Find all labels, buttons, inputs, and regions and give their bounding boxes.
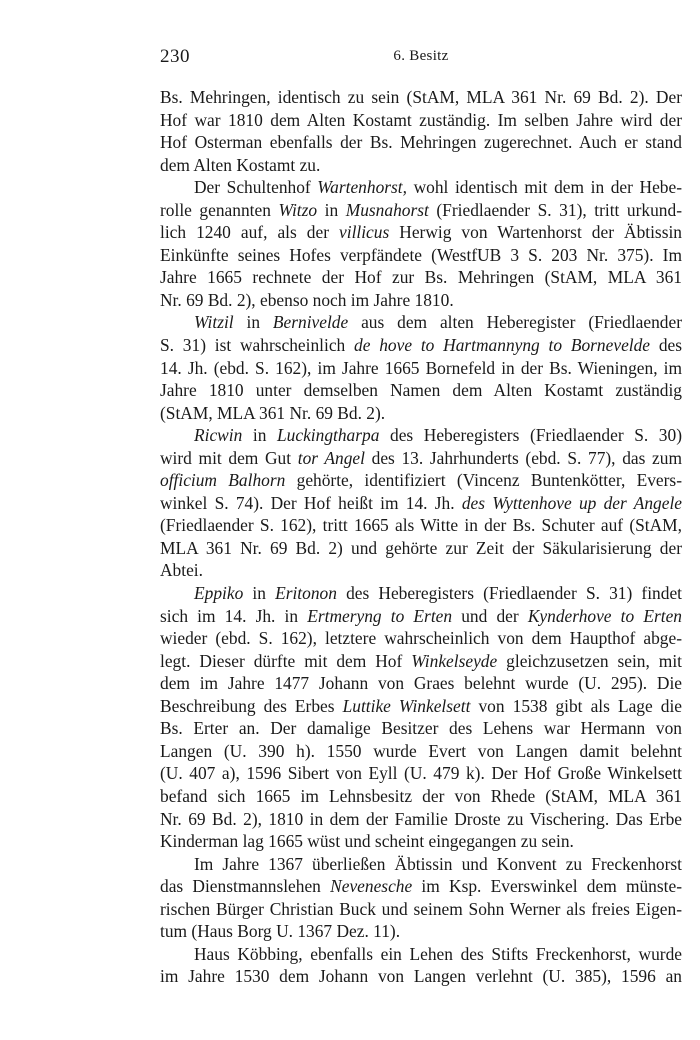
text-line [160,199,682,222]
text-run: winkel S. 74). Der Hof heißt im 14. Jh. [160,492,462,513]
text-run: S. 31) ist wahrscheinlich [160,335,355,356]
text-run: Beschreibung des Erbes [160,695,343,716]
paragraph [160,176,682,311]
text-line [160,154,682,177]
text-run: sich im 14. Jh. in [160,605,308,626]
text-run: dem Alten Kostamt zu. [160,154,321,175]
italic-term: des Wyttenhove up der Angele [461,492,682,513]
text-line [160,920,682,943]
italic-term: officium Balhorn [160,470,286,491]
text-line [160,853,682,876]
italic-term: villicus [339,222,390,243]
italic-term: Bernivelde [272,312,349,333]
text-run: aus dem alten Heberegister (Friedlaender [348,312,682,333]
text-run: Abtei. [160,560,203,581]
text-line [160,244,682,267]
text-line [160,559,682,582]
italic-term: Kynderhove to Erten [527,605,682,626]
text-line [160,221,682,244]
text-run: von 1538 gibt als Lage die [470,695,683,716]
text-line [160,898,682,921]
paragraph [160,86,682,176]
text-line [160,965,682,988]
text-run: legt. Dieser dürfte mit dem Hof [160,650,412,671]
italic-term: Nevenesche [330,876,413,897]
italic-term: Wartenhorst, [317,177,407,198]
text-line [160,379,682,402]
text-line [160,537,682,560]
text-run: des Heberegisters (Friedlaender S. 31) findet [336,583,682,604]
text-line [160,717,682,740]
text-run: MLA 361 Nr. 69 Bd. 2) und gehörte zur Zeit der Säkularisierung der [160,537,682,558]
text-run: (Friedlaender S. 162), tritt 1665 als Witte in der Bs. Schuter auf (StAM, [160,515,682,536]
text-line [160,266,682,289]
text-line [160,650,682,673]
text-run: Haus Köbbing, ebenfalls ein Lehen des Stifts Freckenhorst, wurde [194,943,682,964]
paragraph [160,582,682,853]
text-run: Bs. Mehringen, identisch zu sein (StAM, MLA 361 Nr. 69 Bd. 2). Der [160,87,682,107]
running-head: 6. Besitz [393,48,449,64]
text-line [160,762,682,785]
italic-term: Eppiko [194,583,244,604]
text-run: und der [452,605,528,626]
text-line [160,672,682,695]
text-run: Jahre 1665 rechnete der Hof zur Bs. Mehringen (StAM, MLA 361 [160,267,682,288]
text-line [160,740,682,763]
text-run: Herwig von Wartenhorst der Äbtissin [389,222,682,243]
text-line [160,830,682,853]
page-number: 230 [160,46,190,67]
text-run: Im Jahre 1367 überließen Äbtissin und Konvent zu Freckenhorst [194,853,682,874]
text-run: Der Schultenhof [194,177,318,198]
text-run: Hof war 1810 dem Alten Kostamt zuständig. Im selben Jahre wird der [160,109,682,130]
text-run: dem im Jahre 1477 Johann von Graes belehnt wurde (U. 295). Die [160,673,682,694]
paragraph [160,311,682,424]
body-text [160,86,682,988]
text-run: rolle genannten [160,199,279,220]
text-run: tum (Haus Borg U. 1367 Dez. 11). [160,921,401,942]
text-line [160,785,682,808]
text-run: Nr. 69 Bd. 2), 1810 in dem der Familie Droste zu Vischering. Das Erbe [160,808,682,829]
text-run: gehörte, identifiziert (Vincenz Buntenkötter, Evers- [285,470,682,491]
text-line [160,311,682,334]
text-run: im Ksp. Everswinkel dem münste- [412,876,682,897]
text-line [160,469,682,492]
text-line [160,357,682,380]
paragraph [160,943,682,988]
italic-term: Witzil [194,312,234,333]
text-run: Langen (U. 390 h). 1550 wurde Evert von Langen damit belehnt [160,740,682,761]
text-run: wieder (ebd. S. 162), letztere wahrscheinlich von dem Haupthof abge- [160,628,682,649]
text-run: Nr. 69 Bd. 2), ebenso noch im Jahre 1810. [160,289,454,310]
text-line [160,289,682,312]
text-line [160,605,682,628]
text-line [160,808,682,831]
text-run: Kinderman lag 1665 wüst und scheint eingegangen zu sein. [160,831,574,852]
text-run: Bs. Erter an. Der damalige Besitzer des Lehens war Hermann von [160,718,682,739]
text-line [160,447,682,470]
paragraph [160,853,682,943]
text-run: gleichzusetzen sein, mit [497,650,682,671]
italic-term: de hove to Hartmannyng to Bornevelde [354,335,651,356]
text-run: in [233,312,273,333]
text-run: (StAM, MLA 361 Nr. 69 Bd. 2). [160,402,386,423]
italic-term: tor Angel [297,447,365,468]
text-run: in [317,199,346,220]
text-run: das Dienstmannslehen [160,876,331,897]
text-run: (U. 407 a), 1596 Sibert von Eyll (U. 479 k). Der Hof Große Winkelsett [160,763,682,784]
italic-term: Witzo [278,199,318,220]
text-line [160,402,682,425]
text-run: des [650,335,682,356]
text-run: rischen Bürger Christian Buck und seinem Sohn Werner als freies Eigen- [160,898,682,919]
text-run: in [243,583,276,604]
text-run: Hof Osterman ebenfalls der Bs. Mehringen zugerechnet. Auch er stand [160,132,682,153]
text-run: befand sich 1665 im Lehnsbesitz der von Rhede (StAM, MLA 361 [160,785,682,806]
text-line [160,875,682,898]
italic-term: Luttike Winkelsett [342,695,471,716]
text-run: des 13. Jahrhunderts (ebd. S. 77), das zum [364,447,682,468]
text-run: im Jahre 1530 dem Johann von Langen verlehnt (U. 385), 1596 an [160,966,682,987]
text-line [160,424,682,447]
text-line [160,627,682,650]
text-line [160,131,682,154]
text-run: Jahre 1810 unter demselben Namen dem Alten Kostamt zuständig [160,380,682,401]
text-line [160,943,682,966]
italic-term: Eritonon [275,583,337,604]
italic-term: Ricwin [194,425,243,446]
italic-term: Musnahorst [345,199,429,220]
italic-term: Ertmeryng to Erten [307,605,453,626]
text-run: 14. Jh. (ebd. S. 162), im Jahre 1665 Bornefeld in der Bs. Wieningen, im [160,357,682,378]
text-line [160,582,682,605]
text-line [160,86,682,109]
text-run: in [242,425,277,446]
text-line [160,695,682,718]
paragraph [160,424,682,582]
text-line [160,514,682,537]
italic-term: Luckingtharpa [277,425,380,446]
text-line [160,176,682,199]
text-run: lich 1240 auf, als der [160,222,340,243]
text-line [160,109,682,132]
text-run: wird mit dem Gut [160,447,298,468]
text-line [160,492,682,515]
text-run: des Heberegisters (Friedlaender S. 30) [379,425,682,446]
page-header [160,44,682,72]
text-line [160,334,682,357]
text-run: Einkünfte seines Hofes verpfändete (WestfUB 3 S. 203 Nr. 375). Im [160,244,682,265]
text-run: (Friedlaender S. 31), tritt urkund- [428,199,682,220]
text-run: wohl identisch mit dem in der Hebe- [407,177,682,198]
italic-term: Winkelseyde [411,650,498,671]
